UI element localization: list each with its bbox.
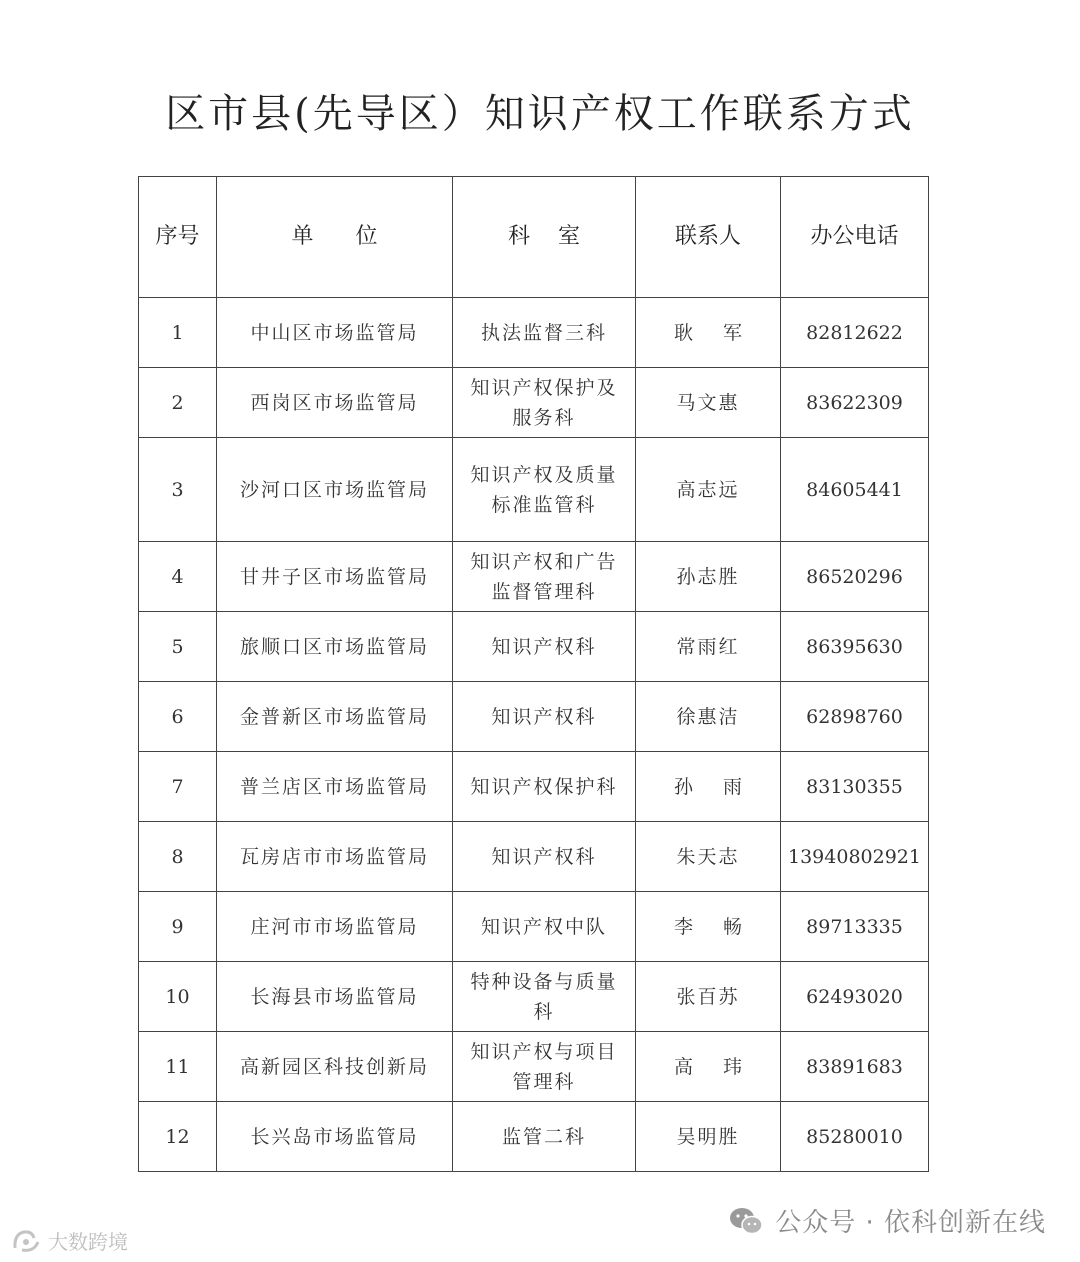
cell-department-text: 知识产权及质量标准监管科: [470, 463, 618, 516]
cell-index: 4: [139, 542, 217, 612]
page-title: 区市县(先导区）知识产权工作联系方式: [165, 91, 915, 137]
cell-phone: 89713335: [781, 892, 929, 962]
cell-index: 8: [139, 822, 217, 892]
cell-department: [453, 612, 636, 682]
cell-department-text: 知识产权科: [491, 705, 597, 728]
cell-contact: 常雨红: [636, 612, 781, 682]
cell-index: 5: [139, 612, 217, 682]
table-row: [139, 1102, 929, 1172]
cell-unit: 金普新区市场监管局: [217, 682, 453, 752]
table-row: [139, 298, 929, 368]
cell-unit: 高新园区科技创新局: [217, 1032, 453, 1102]
brand-watermark: [12, 1226, 128, 1255]
cell-department: [453, 542, 636, 612]
cell-index: 1: [139, 298, 217, 368]
cell-contact: 孙雨: [636, 752, 781, 822]
wechat-icon: [729, 1206, 763, 1236]
cell-contact: 马文惠: [636, 368, 781, 438]
cell-department-text: 知识产权科: [491, 845, 597, 868]
cell-phone: 13940802921: [781, 822, 929, 892]
cell-phone: 85280010: [781, 1102, 929, 1172]
cell-department: [453, 1032, 636, 1102]
cell-department-text: 知识产权和广告监督管理科: [470, 550, 618, 603]
cell-phone: 62898760: [781, 682, 929, 752]
brand-logo-icon: [12, 1228, 42, 1254]
header-contact: 联系人: [636, 177, 781, 298]
cell-department: [453, 682, 636, 752]
header-department: 科室: [453, 177, 636, 298]
cell-department: [453, 1102, 636, 1172]
cell-department-text: 知识产权科: [491, 635, 597, 658]
cell-department: [453, 822, 636, 892]
cell-unit: 瓦房店市市场监管局: [217, 822, 453, 892]
cell-unit: 旅顺口区市场监管局: [217, 612, 453, 682]
cell-phone: 83891683: [781, 1032, 929, 1102]
table-row: [139, 962, 929, 1032]
cell-index: 12: [139, 1102, 217, 1172]
cell-contact: 高志远: [636, 438, 781, 542]
cell-department-text: 监管二科: [501, 1125, 586, 1148]
cell-index: 6: [139, 682, 217, 752]
table-body: [139, 298, 929, 1172]
table-row: [139, 892, 929, 962]
cell-phone: 82812622: [781, 298, 929, 368]
cell-unit: 甘井子区市场监管局: [217, 542, 453, 612]
cell-unit: 长兴岛市场监管局: [217, 1102, 453, 1172]
table-row: [139, 542, 929, 612]
cell-unit: 西岗区市场监管局: [217, 368, 453, 438]
cell-phone: 83622309: [781, 368, 929, 438]
cell-department: [453, 962, 636, 1032]
cell-phone: 83130355: [781, 752, 929, 822]
table-row: [139, 368, 929, 438]
cell-department-text: 知识产权中队: [480, 915, 607, 938]
cell-contact: 孙志胜: [636, 542, 781, 612]
cell-contact: 吴明胜: [636, 1102, 781, 1172]
cell-department: [453, 438, 636, 542]
header-unit: 单位: [217, 177, 453, 298]
cell-unit: 沙河口区市场监管局: [217, 438, 453, 542]
table-row: [139, 612, 929, 682]
cell-department: [453, 752, 636, 822]
cell-contact: 张百苏: [636, 962, 781, 1032]
header-index: 序号: [139, 177, 217, 298]
cell-contact: 耿军: [636, 298, 781, 368]
cell-unit: 中山区市场监管局: [217, 298, 453, 368]
cell-phone: 86520296: [781, 542, 929, 612]
cell-contact: 李畅: [636, 892, 781, 962]
cell-contact: 高玮: [636, 1032, 781, 1102]
cell-phone: 86395630: [781, 612, 929, 682]
cell-index: 10: [139, 962, 217, 1032]
cell-phone: 62493020: [781, 962, 929, 1032]
cell-department-text: 特种设备与质量科: [470, 970, 618, 1023]
table-row: [139, 438, 929, 542]
header-phone: 办公电话: [781, 177, 929, 298]
cell-department-text: 知识产权与项目管理科: [470, 1040, 618, 1093]
table-row: [139, 682, 929, 752]
table-row: [139, 752, 929, 822]
cell-department: [453, 298, 636, 368]
contacts-table: [138, 176, 929, 1172]
cell-department-text: 知识产权保护科: [470, 775, 618, 798]
cell-department-text: 知识产权保护及服务科: [470, 376, 618, 429]
cell-index: 2: [139, 368, 217, 438]
cell-department-text: 执法监督三科: [480, 321, 607, 344]
wechat-watermark: [729, 1202, 1046, 1239]
table-row: [139, 822, 929, 892]
brand-watermark-text: 大数跨境: [48, 1230, 128, 1254]
cell-index: 7: [139, 752, 217, 822]
cell-contact: 朱天志: [636, 822, 781, 892]
cell-department: [453, 368, 636, 438]
table-row: [139, 1032, 929, 1102]
cell-unit: 普兰店区市场监管局: [217, 752, 453, 822]
cell-phone: 84605441: [781, 438, 929, 542]
cell-index: 3: [139, 438, 217, 542]
wechat-watermark-text: 公众号 · 依科创新在线: [775, 1208, 1046, 1238]
table-header-row: [139, 177, 929, 298]
cell-department: [453, 892, 636, 962]
cell-index: 9: [139, 892, 217, 962]
cell-unit: 长海县市场监管局: [217, 962, 453, 1032]
cell-unit: 庄河市市场监管局: [217, 892, 453, 962]
cell-index: 11: [139, 1032, 217, 1102]
cell-contact: 徐惠洁: [636, 682, 781, 752]
